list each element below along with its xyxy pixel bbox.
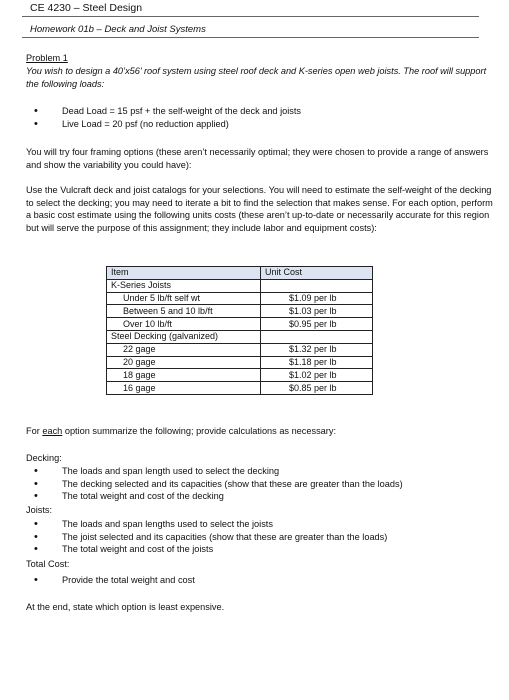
cost-value: $1.18 per lb (289, 356, 337, 367)
table-cell-item (107, 330, 261, 343)
summary-lead-each: each (42, 426, 63, 436)
table-header-cost: Unit Cost (261, 267, 373, 280)
cost-value: $1.03 per lb (289, 305, 337, 316)
list-item: • Provide the total weight and cost (26, 574, 496, 587)
cost-value: $0.85 per lb (289, 382, 337, 393)
header-rule (22, 16, 479, 17)
item-label: Between 5 and 10 lb/ft (123, 305, 213, 316)
table-cell-item (107, 292, 261, 305)
table-cell-item (107, 382, 261, 395)
homework-title: Homework 01b – Deck and Joist Systems (30, 24, 206, 35)
table-row (107, 343, 373, 356)
table-cell-cost (261, 318, 373, 331)
unit-cost-table (106, 266, 373, 395)
decking-list (26, 465, 496, 503)
item-label: Steel Decking (galvanized) (111, 331, 219, 342)
table-cell-item (107, 305, 261, 318)
table-cell-cost (261, 292, 373, 305)
list-item: • The decking selected and its capacities (show that these are greater than the loads) (26, 478, 496, 491)
list-item: • The total weight and cost of the decking (26, 490, 496, 503)
header-rule-2 (22, 37, 479, 38)
table-header-row (107, 267, 373, 280)
table-cell-item (107, 279, 261, 292)
problem-heading-text: Problem 1 (26, 53, 68, 63)
loads-list (26, 105, 496, 130)
table-cell-cost (261, 305, 373, 318)
cost-value: $1.32 per lb (289, 344, 337, 355)
table-cell-item (107, 343, 261, 356)
options-paragraph: You will try four framing options (these aren’t necessarily optimal; they were chosen to provide a range of answers and show the variability you could have): (26, 147, 489, 170)
table-row (107, 279, 373, 292)
table-row (107, 330, 373, 343)
problem-heading (26, 52, 496, 65)
summary-lead-post: option summarize the following; provide calculations as necessary: (62, 426, 336, 436)
cost-value: $1.02 per lb (289, 369, 337, 380)
table-header-item: Item (107, 267, 261, 280)
table-row (107, 369, 373, 382)
list-item: • The loads and span length used to select the decking (26, 465, 496, 478)
list-item: • Dead Load = 15 psf + the self-weight of the deck and joists (26, 105, 496, 118)
table-cell-cost (261, 279, 373, 292)
table-row (107, 318, 373, 331)
cost-value: $0.95 per lb (289, 318, 337, 329)
table-cell-cost (261, 343, 373, 356)
table-cell-item (107, 369, 261, 382)
summary-lead-pre: For (26, 426, 43, 436)
joists-list (26, 518, 496, 556)
table-cell-cost (261, 356, 373, 369)
table-row (107, 305, 373, 318)
decking-label: Decking: (26, 453, 62, 463)
table-row (107, 292, 373, 305)
table-cell-cost (261, 382, 373, 395)
table-row (107, 382, 373, 395)
problem-intro: You wish to design a 40’x56’ roof system using steel roof deck and K-series open web joists. The roof will support the following loads: (26, 66, 487, 89)
table-cell-cost (261, 369, 373, 382)
table-cell-item (107, 356, 261, 369)
course-title: CE 4230 – Steel Design (30, 2, 143, 14)
list-item: • The joist selected and its capacities (show that these are greater than the loads) (26, 531, 496, 544)
item-label: 18 gage (123, 369, 156, 380)
total-cost-label: Total Cost: (26, 559, 70, 569)
list-item: • The total weight and cost of the joists (26, 543, 496, 556)
list-item: • Live Load = 20 psf (no reduction applied) (26, 118, 496, 131)
list-item: • The loads and span lengths used to select the joists (26, 518, 496, 531)
cost-value: $1.09 per lb (289, 292, 337, 303)
summary-lead (26, 425, 496, 438)
joists-label: Joists: (26, 505, 53, 515)
item-label: Under 5 lb/ft self wt (123, 292, 201, 303)
item-label: K-Series Joists (111, 280, 172, 291)
closing-sentence: At the end, state which option is least expensive. (26, 602, 225, 612)
catalog-paragraph: Use the Vulcraft deck and joist catalogs for your selections. You will need to estimate the self-weight of the decking to select the decking; you may need to iterate a bit to find the selection that makes sense. For each option, perform a basic cost estimate using the following units costs (these aren’t up-to-date or necessarily accurate for this region but will serve the purpose of this assignment; they include labor and equipment costs): (26, 185, 493, 233)
table-cell-item (107, 318, 261, 331)
item-label: 16 gage (123, 382, 156, 393)
table-row (107, 356, 373, 369)
item-label: Over 10 lb/ft (123, 318, 173, 329)
table-cell-cost (261, 330, 373, 343)
total-list (26, 574, 496, 587)
item-label: 20 gage (123, 356, 156, 367)
item-label: 22 gage (123, 344, 156, 355)
